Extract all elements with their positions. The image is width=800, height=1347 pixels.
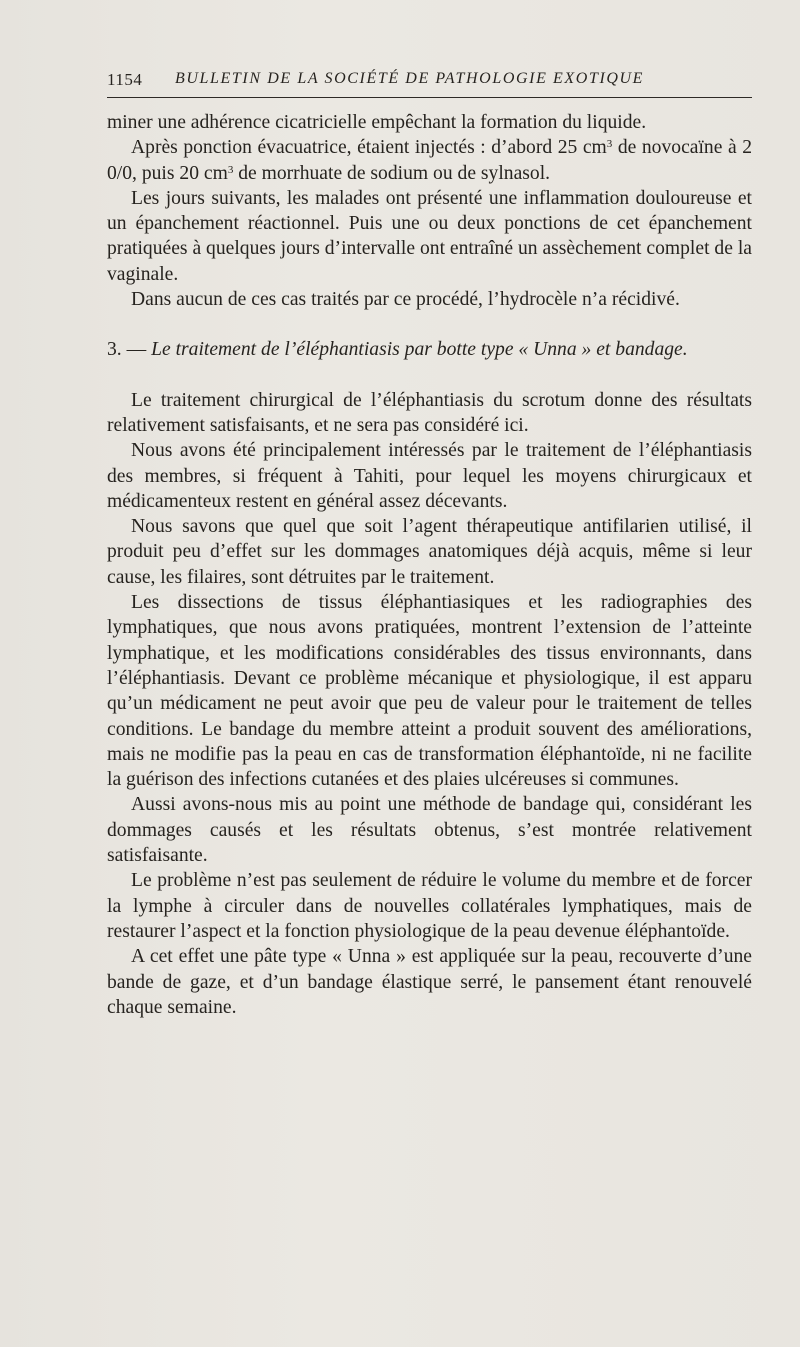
paragraph-text: Après ponction évacuatrice, étaient injectés : d’abord 25 cm [131,137,607,159]
section-heading [107,337,752,362]
paragraph: Les jours suivants, les malades ont présenté une inflammation douloureuse et un épanchement réactionnel. Puis une ou deux ponctions de cet épanchement pratiquées à quelques jours d’intervalle ont entraîné un assèchement complet de la vaginale. [107,187,752,285]
paragraph-text: de morrhuate de sodium ou de sylnasol. [233,162,551,184]
section-number: 3. — [107,339,147,361]
paragraph-text: de novocaïne à 2 0/0, puis 20 cm [107,137,752,184]
paragraph-injection [107,135,752,186]
paragraph: Le traitement chirurgical de l’éléphantiasis du scrotum donne des résultats relativement satisfaisants, et ne sera pas considéré ici. [107,389,752,436]
paragraph: Aussi avons-nous mis au point une méthode de bandage qui, considérant les dommages causés et les résultats obtenus, s’est montrée relativement satisfaisante. [107,794,752,867]
paragraph: Nous savons que quel que soit l’agent thérapeutique antifilarien utilisé, il produit peu d’effet sur les dommages anatomiques déjà acquis, même si leur cause, les filaires, sont détruites par le traitement. [107,516,752,588]
paragraph: A cet effet une pâte type « Unna » est appliquée sur la peau, recouverte d’une bande de gaze, et d’un bandage élastique serré, le pansement étant renouvelé chaque semaine. [107,946,752,1018]
paragraph-continuation: miner une adhérence cicatricielle empêchant la formation du liquide. [107,112,647,133]
article-body [107,110,752,1020]
header-rule [107,97,752,98]
section-title: Le traitement de l’éléphantiasis par botte type « Unna » et bandage. [151,339,688,361]
paragraph: Nous avons été principalement intéressés par le traitement de l’éléphantiasis des membres, si fréquent à Tahiti, pour lequel les moyens chirurgicaux et médicamenteux restent en général assez décevants. [107,440,752,512]
paragraph: Le problème n’est pas seulement de réduire le volume du membre et de forcer la lymphe à circuler dans de nouvelles collatérales lymphatiques, mais de restaurer l’aspect et la fonction physiologique de la peau devenue éléphantoïde. [107,870,752,942]
superscript: 3 [606,138,613,151]
journal-title: BULLETIN DE LA SOCIÉTÉ DE PATHOLOGIE EXOTIQUE [175,70,645,87]
page-number: 1154 [107,70,143,89]
paragraph: Les dissections de tissus éléphantiasiques et les radiographies des lymphatiques, que nous avons pratiquées, montrent l’extension de l’atteinte lymphatique, et les modifications considérables des tissus environnants, dans l’éléphantiasis. Devant ce problème mécanique et physiologique, il est apparu qu’un médicament ne peut avoir que peu de valeur pour le traitement de telles conditions. Le bandage du membre atteint a produit souvent des améliorations, mais ne modifie pas la peau en cas de transformation éléphantoïde, ni ne facilite la guérison des infections cutanées et des plaies ulcéreuses si communes. [107,592,752,791]
superscript: 3 [227,163,234,176]
paragraph: Dans aucun de ces cas traités par ce procédé, l’hydrocèle n’a récidivé. [131,289,680,311]
running-head [107,68,752,92]
